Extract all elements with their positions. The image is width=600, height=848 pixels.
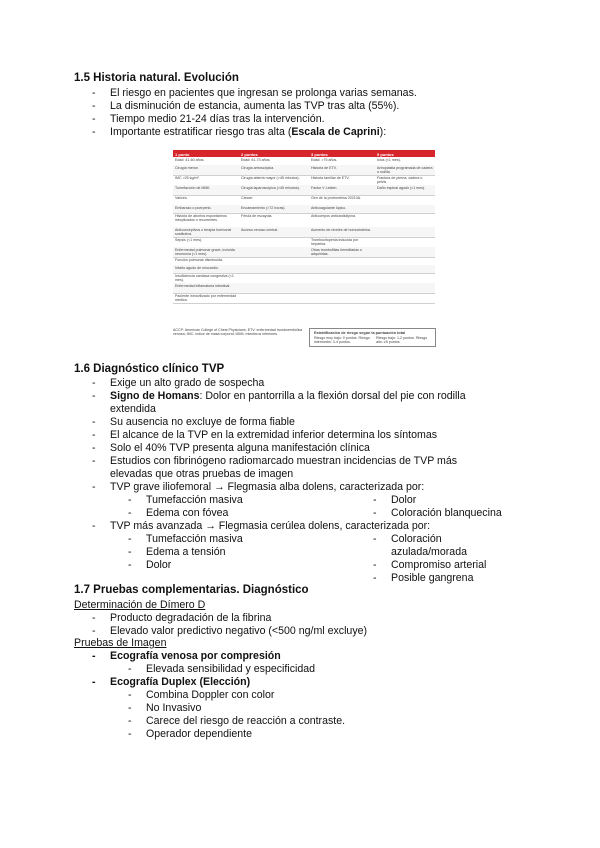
item-end: ): [379, 126, 387, 138]
caprini-cell: Historia de abortos espontáneos inexplicados o recurrentes. [175, 214, 227, 223]
caprini-cell: Gen de la protrombina 20210A. [311, 196, 362, 200]
sub-item: Compromiso arterial [391, 559, 487, 571]
dash: - [92, 126, 96, 138]
header-2: 2 puntos [241, 151, 258, 157]
list-item: Solo el 40% TVP presenta alguna manifestación clínica [110, 442, 370, 454]
header-3: 3 puntos [311, 151, 328, 157]
caprini-cell: IMC >25 kg/m². [175, 176, 200, 180]
dash: - [92, 650, 96, 662]
dash: - [128, 559, 132, 571]
dash: - [92, 520, 96, 532]
caprini-cell: Infarto agudo de miocardio. [175, 266, 219, 270]
list-item: El riesgo en pacientes que ingresan se prolonga varias semanas. [110, 87, 417, 99]
dash: - [92, 416, 96, 428]
dash: - [373, 572, 377, 584]
imagen-heading: Pruebas de Imagen [74, 637, 167, 649]
dash: - [92, 612, 96, 624]
caprini-cell: Artroplastia programada de cadera o rodilla. [377, 166, 433, 175]
caprini-row [173, 213, 435, 228]
list-item [110, 126, 386, 139]
homans-text: : Dolor en pantorrilla a la flexión dorsal del pie con rodilla [199, 390, 466, 402]
caprini-cell: Cirugía artroscópica. [241, 166, 275, 170]
header-4: 5 puntos [377, 151, 394, 157]
list-item: TVP grave iliofemoral → Flegmasia alba dolens, caracterizada por: [110, 481, 425, 493]
caprini-table [173, 150, 435, 350]
sub-item: Combina Doppler con color [146, 689, 275, 701]
caprini-cell: Función pulmonar disminuida. [175, 258, 223, 262]
risk-box-title: Estratificación de riesgo según la puntuación total [314, 331, 406, 335]
caprini-cell: Férula de escayola. [241, 214, 273, 218]
sub-item: Tumefacción masiva [146, 494, 243, 506]
list-item [110, 390, 466, 403]
section-1-7-title: 1.7 Pruebas complementarias. Diagnóstico [74, 584, 309, 596]
caprini-cell: Enfermedad pulmonar grave, incluida neumonía (<1 mes). [175, 248, 235, 257]
section-1-6-title: 1.6 Diagnóstico clínico TVP [74, 363, 225, 375]
dash: - [373, 494, 377, 506]
dash: - [373, 559, 377, 571]
dash: - [373, 533, 377, 545]
dash: - [92, 481, 96, 493]
caprini-footnote: ACCP: American College of Chest Physicians; ETV: enfermedad tromboembólica venosa; IMC: índice de masa corporal; MMII: miembros inferiores. [173, 328, 303, 337]
caprini-cell: Ictus (<1 mes). [377, 158, 401, 162]
caprini-bold: Escala de Caprini [291, 126, 380, 138]
dash: - [92, 113, 96, 125]
dash: - [92, 455, 96, 467]
list-item: Exige un alto grado de sospecha [110, 377, 265, 389]
caprini-cell: Factor V Leiden. [311, 186, 338, 190]
sub-item: Edema a tensión [146, 546, 226, 558]
caprini-cell: Anticoagulante lúpico. [311, 206, 347, 210]
sub-item: Operador dependiente [146, 728, 253, 740]
caprini-cell: Acceso venoso central. [241, 228, 279, 232]
caprini-cell: Edad: >75 años. [311, 158, 338, 162]
caprini-cell: Daño espinal agudo (<1 mes). [377, 186, 426, 190]
list-item: TVP más avanzada → Flegmasia cerúlea dolens, caracterizada por: [110, 520, 431, 532]
dash: - [92, 390, 96, 402]
caprini-cell: Cirugía abierta mayor (>45 minutos). [241, 176, 300, 180]
dash: - [92, 87, 96, 99]
caprini-cell: Historia familiar de ETV. [311, 176, 350, 180]
dash: - [92, 100, 96, 112]
caprini-cell: Anticonceptivos o terapia hormonal sustitutiva. [175, 228, 232, 237]
dash: - [128, 533, 132, 545]
dash: - [128, 494, 132, 506]
list-item: La disminución de estancia, aumenta las TVP tras alta (55%). [110, 100, 400, 112]
caprini-row [173, 293, 435, 304]
caprini-cell: Tumefacción de MMII. [175, 186, 211, 190]
sub-item: Carece del riesgo de reacción a contraste. [146, 715, 346, 727]
list-item: Producto degradación de la fibrina [110, 612, 272, 624]
item-text: Importante estratificar riesgo tras alta ( [110, 126, 292, 138]
sub-item: Dolor [146, 559, 172, 571]
eco-compresion: Ecografía venosa por compresión [110, 650, 281, 662]
dash: - [92, 676, 96, 688]
list-item: Estudios con fibrinógeno radiomarcado muestran incidencias de TVP más [110, 455, 458, 467]
sub-item: No Invasivo [146, 702, 202, 714]
dash: - [373, 507, 377, 519]
dash: - [92, 625, 96, 637]
list-item: Elevado valor predictivo negativo (<500 ng/ml excluye) [110, 625, 368, 637]
caprini-cell: Edad: 41-60 años. [175, 158, 205, 162]
caprini-cell: Fractura de pierna, cadera o pelvis. [377, 176, 423, 185]
sub-item: Elevada sensibilidad y especificidad [146, 663, 316, 675]
section-1-5-title: 1.5 Historia natural. Evolución [74, 72, 239, 84]
sub-item: Edema con fóvea [146, 507, 229, 519]
caprini-cell: Cirugía menor. [175, 166, 199, 170]
eco-duplex: Ecografía Duplex (Elección) [110, 676, 251, 688]
risk-box-left: Riesgo muy bajo: 0 puntos. Riesgo intermedio: 3-4 puntos. [314, 336, 370, 345]
caprini-cell: Encamamiento (>72 horas). [241, 206, 286, 210]
dash: - [128, 507, 132, 519]
caprini-cell: Paciente inmovilizado por enfermedad médica. [175, 294, 237, 303]
risk-box-right: Riesgo bajo: 1-2 puntos. Riesgo alto: ≥5 puntos. [376, 336, 428, 345]
sub-item: Coloración [391, 533, 442, 545]
caprini-cell: Historia de ETV. [311, 166, 337, 170]
list-item: Tiempo medio 21-24 días tras la intervención. [110, 113, 325, 125]
dimero-heading: Determinación de Dímero D [74, 599, 206, 611]
dash: - [92, 377, 96, 389]
dash: - [128, 728, 132, 740]
list-item: El alcance de la TVP en la extremidad inferior determina los síntomas [110, 429, 438, 441]
caprini-cell: Trombocitopenia inducida por heparina. [311, 238, 359, 247]
sub-item-cont: azulada/morada [391, 546, 467, 558]
dash: - [92, 442, 96, 454]
caprini-cell: Cáncer. [241, 196, 254, 200]
dash: - [128, 689, 132, 701]
dash: - [128, 715, 132, 727]
sub-item: Posible gangrena [391, 572, 474, 584]
dash: - [128, 546, 132, 558]
caprini-cell: Anticuerpos anticardiolipina. [311, 214, 356, 218]
caprini-cell: Otras trombofilias hereditarias o adquiridas. [311, 248, 362, 257]
caprini-cell: Insuficiencia cardiaca congestiva (<1 mes). [175, 274, 234, 283]
homans-bold: Signo de Homans [110, 390, 200, 402]
caprini-cell: Aumento de niveles de homocisteína. [311, 228, 371, 232]
caprini-cell: Edad: 61-74 años. [241, 158, 271, 162]
caprini-header [173, 150, 435, 157]
header-1: 1 punto [175, 151, 190, 157]
dash: - [128, 663, 132, 675]
sub-item: Coloración blanquecina [391, 507, 502, 519]
dash: - [92, 429, 96, 441]
dash: - [128, 702, 132, 714]
list-item-cont: extendida [110, 403, 156, 415]
sub-item: Tumefacción masiva [146, 533, 243, 545]
list-item-cont: elevadas que otras pruebas de imagen [110, 468, 294, 480]
sub-item: Dolor [391, 494, 417, 506]
caprini-cell: Varices. [175, 196, 188, 200]
risk-box [309, 328, 436, 347]
caprini-cell: Cirugía laparoscópica (>45 minutos). [241, 186, 300, 190]
caprini-cell: Sepsis (<1 mes). [175, 238, 203, 242]
caprini-cell: Embarazo o puerperio. [175, 206, 212, 210]
caprini-cell: Enfermedad inflamatoria intestinal. [175, 284, 231, 288]
list-item: Su ausencia no excluye de forma fiable [110, 416, 295, 428]
